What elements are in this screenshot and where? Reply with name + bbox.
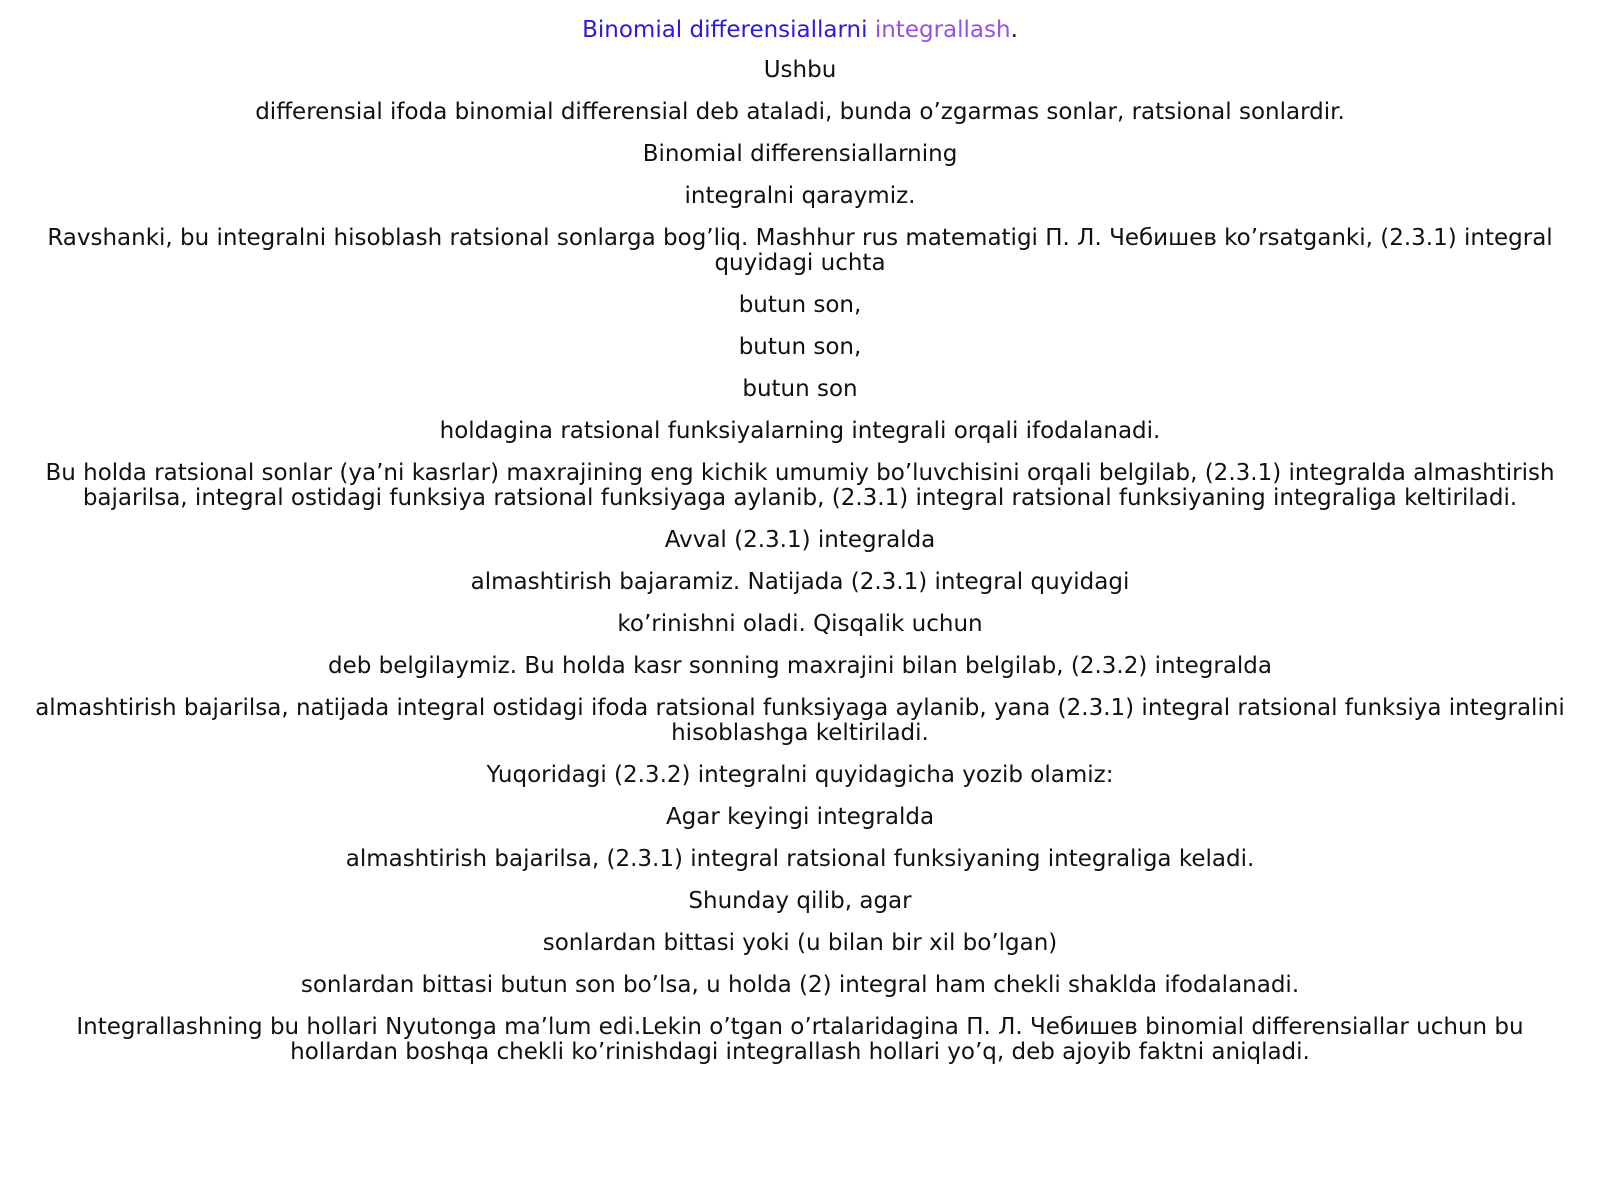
title-part-3: .	[1010, 17, 1018, 43]
paragraph-1: Ushbu	[763, 57, 837, 83]
paragraph-4: integralni qaraymiz.	[684, 183, 916, 209]
paragraph-8: butun son	[742, 376, 858, 402]
document-title	[30, 16, 1570, 44]
title-part-2: integrallash	[874, 17, 1011, 43]
paragraph-15: almashtirish bajarilsa, natijada integral ostidagi ifoda ratsional funksiyaga aylanib, yana (2.3.1) integral ratsional funksiya integralini hisoblashga keltiriladi.	[35, 695, 1565, 746]
paragraph-22: Integrallashning bu hollari Nyutonga ma’lum edi.Lekin o’tgan o’rtalaridagina П. Л. Чебишев binomial differensiallar uchun bu hollardan boshqa chekli ko’rinishdagi integrallash hollari yo’q, deb ajoyib faktni aniqladi.	[76, 1014, 1524, 1065]
title-part-1: Binomial differensiallarni	[582, 17, 875, 43]
paragraph-20: sonlardan bittasi yoki (u bilan bir xil bo’lgan)	[542, 930, 1058, 956]
paragraph-6: butun son,	[738, 292, 862, 318]
paragraph-14: deb belgilaymiz. Bu holda kasr sonning maxrajini bilan belgilab, (2.3.2) integralda	[328, 653, 1272, 679]
paragraph-3: Binomial differensiallarning	[642, 141, 958, 167]
paragraph-5: Ravshanki, bu integralni hisoblash ratsional sonlarga bog’liq. Mashhur rus matematigi П. Л. Чебишев ko’rsatganki, (2.3.1) integral quyidagi uchta	[47, 225, 1553, 276]
paragraph-11: Avval (2.3.1) integralda	[664, 527, 936, 553]
paragraph-18: almashtirish bajarilsa, (2.3.1) integral ratsional funksiyaning integraliga keladi.	[345, 846, 1255, 872]
paragraph-17: Agar keyingi integralda	[665, 804, 935, 830]
paragraph-7: butun son,	[738, 334, 862, 360]
paragraph-16: Yuqoridagi (2.3.2) integralni quyidagicha yozib olamiz:	[486, 762, 1114, 788]
paragraph-12: almashtirish bajaramiz. Natijada (2.3.1) integral quyidagi	[470, 569, 1130, 595]
paragraph-10: Bu holda ratsional sonlar (ya’ni kasrlar) maxrajining eng kichik umumiy bo’luvchisini orqali belgilab, (2.3.1) integralda almashtirish bajarilsa, integral ostidagi funksiya ratsional funksiyaga aylanib, (2.3.1) integral ratsional funksiyaning integraliga keltiriladi.	[45, 460, 1555, 511]
paragraph-21: sonlardan bittasi butun son bo’lsa, u holda (2) integral ham chekli shaklda ifodalanadi.	[300, 972, 1300, 998]
paragraph-9: holdagina ratsional funksiyalarning integrali orqali ifodalanadi.	[439, 418, 1161, 444]
paragraph-19: Shunday qilib, agar	[688, 888, 912, 914]
paragraph-2: differensial ifoda binomial differensial deb ataladi, bunda o’zgarmas sonlar, ratsional sonlardir.	[255, 99, 1345, 125]
paragraph-13: ko’rinishni oladi. Qisqalik uchun	[617, 611, 983, 637]
